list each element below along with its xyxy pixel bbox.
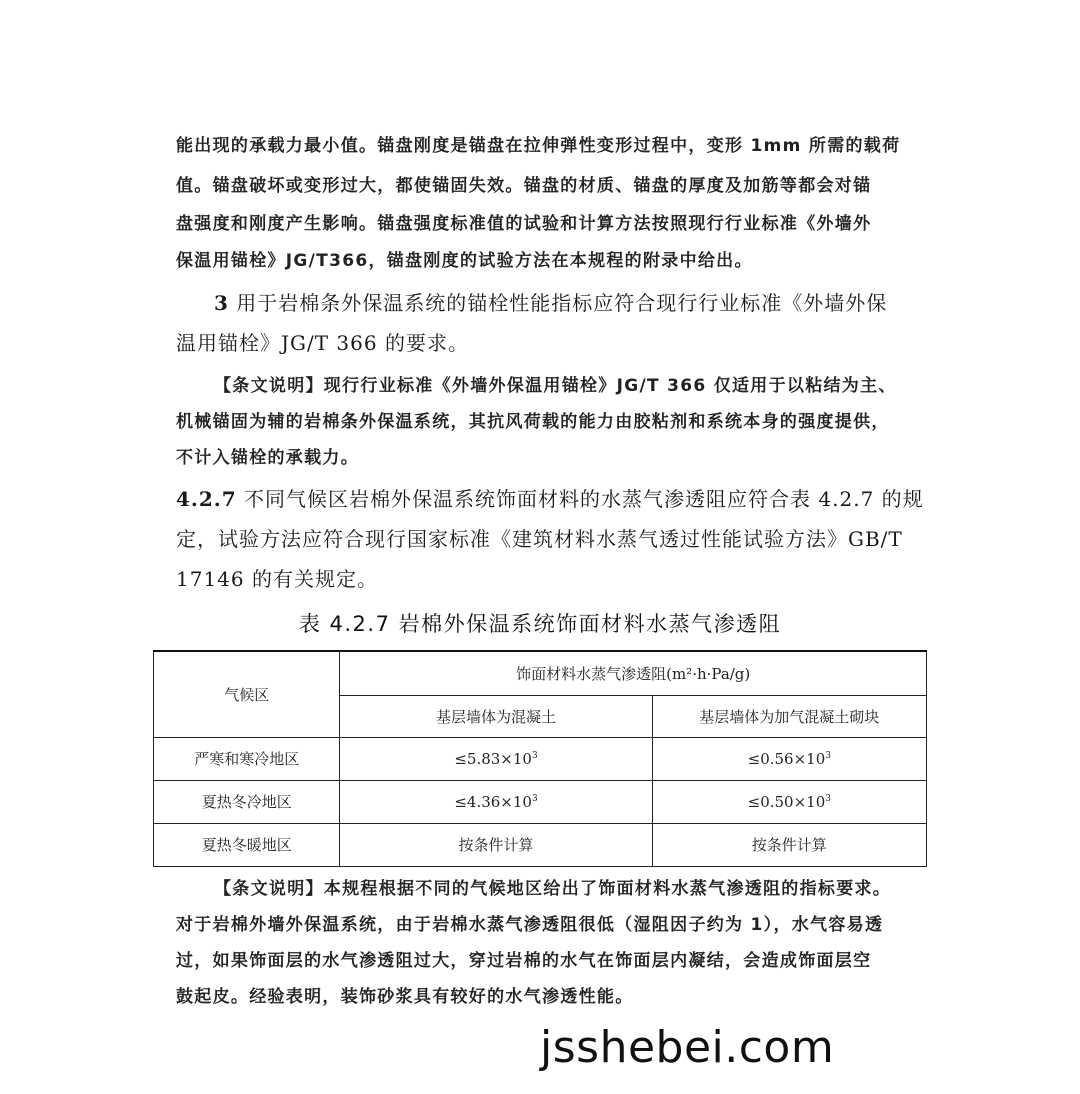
clause-427-line-1	[176, 483, 924, 512]
header-climate-zone: 气候区	[154, 651, 340, 737]
header-aerated-block: 基层墙体为加气混凝土砌块	[652, 695, 926, 737]
table-row	[154, 780, 927, 823]
value-text: ≤4.36×10	[454, 792, 532, 811]
site-watermark: jsshebei.com	[540, 1022, 835, 1073]
clause-427-line-2: 定，试验方法应符合现行国家标准《建筑材料水蒸气透过性能试验方法》GB/T	[176, 527, 903, 551]
row-value-aerated	[652, 823, 926, 866]
row-value-concrete	[340, 737, 652, 780]
item3-number: 3	[214, 291, 229, 315]
value-text: ≤0.56×10	[747, 749, 826, 768]
item3-line-1	[214, 287, 887, 316]
commentary-bottom-line-3: 过，如果饰面层的水气渗透阻过大，穿过岩棉的水气在饰面层内凝结，会造成饰面层空	[176, 951, 872, 971]
commentary-bottom-line-2: 对于岩棉外墙外保温系统，由于岩棉水蒸气渗透阻很低（湿阻因子约为 1），水气容易透	[176, 915, 884, 935]
commentary-item3-line-1: 【条文说明】现行行业标准《外墙外保温用锚栓》JG/T 366 仅适用于以粘结为主、	[214, 376, 897, 396]
value-text: ≤5.83×10	[454, 749, 532, 768]
value-text: 按条件计算	[458, 836, 534, 854]
header-concrete: 基层墙体为混凝土	[340, 695, 652, 737]
clause-427-number: 4.2.7	[176, 487, 237, 511]
row-zone: 夏热冬冷地区	[154, 780, 340, 823]
item3-text-1: 用于岩棉条外保温系统的锚栓性能指标应符合现行行业标准《外墙外保	[228, 291, 888, 315]
value-exponent: 3	[825, 750, 831, 761]
value-exponent: 3	[825, 793, 831, 804]
table-header-row-1	[154, 651, 927, 695]
commentary-item3-line-3: 不计入锚栓的承载力。	[176, 448, 359, 468]
row-value-concrete	[340, 780, 652, 823]
commentary-top-line-1: 能出现的承载力最小值。锚盘刚度是锚盘在拉伸弹性变形过程中，变形 1mm 所需的载荷	[176, 136, 901, 156]
table-title: 表 4.2.7 岩棉外保温系统饰面材料水蒸气渗透阻	[298, 612, 782, 636]
header-vapor-resistance: 饰面材料水蒸气渗透阻(m²·h·Pa/g)	[340, 651, 927, 695]
row-value-aerated	[652, 780, 926, 823]
commentary-item3-line-2: 机械锚固为辅的岩棉条外保温系统，其抗风荷载的能力由胶粘剂和系统本身的强度提供，	[176, 412, 890, 432]
clause-427-line-3: 17146 的有关规定。	[176, 567, 378, 591]
row-value-concrete	[340, 823, 652, 866]
commentary-bottom-line-1: 【条文说明】本规程根据不同的气候地区给出了饰面材料水蒸气渗透阻的指标要求。	[214, 879, 892, 899]
item3-line-2: 温用锚栓》JG/T 366 的要求。	[176, 331, 469, 355]
table-row	[154, 737, 927, 780]
row-zone: 夏热冬暖地区	[154, 823, 340, 866]
row-value-aerated	[652, 737, 926, 780]
value-text: ≤0.50×10	[747, 792, 826, 811]
clause-427-text-1: 不同气候区岩棉外保温系统饰面材料的水蒸气渗透阻应符合表 4.2.7 的规	[236, 487, 924, 511]
value-exponent: 3	[531, 793, 538, 804]
commentary-bottom-line-4: 鼓起皮。经验表明，装饰砂浆具有较好的水气渗透性能。	[176, 987, 634, 1007]
value-exponent: 3	[531, 750, 538, 761]
table-row	[154, 823, 927, 866]
value-text: 按条件计算	[751, 836, 827, 854]
commentary-top-line-2: 值。锚盘破坏或变形过大，都使锚固失效。锚盘的材质、锚盘的厚度及加筋等都会对锚	[176, 176, 872, 196]
row-zone: 严寒和寒冷地区	[154, 737, 340, 780]
commentary-top-line-3: 盘强度和刚度产生影响。锚盘强度标准值的试验和计算方法按照现行行业标准《外墙外	[176, 214, 872, 234]
vapor-resistance-table	[153, 650, 927, 867]
commentary-top-line-4: 保温用锚栓》JG/T366，锚盘刚度的试验方法在本规程的附录中给出。	[176, 251, 753, 271]
